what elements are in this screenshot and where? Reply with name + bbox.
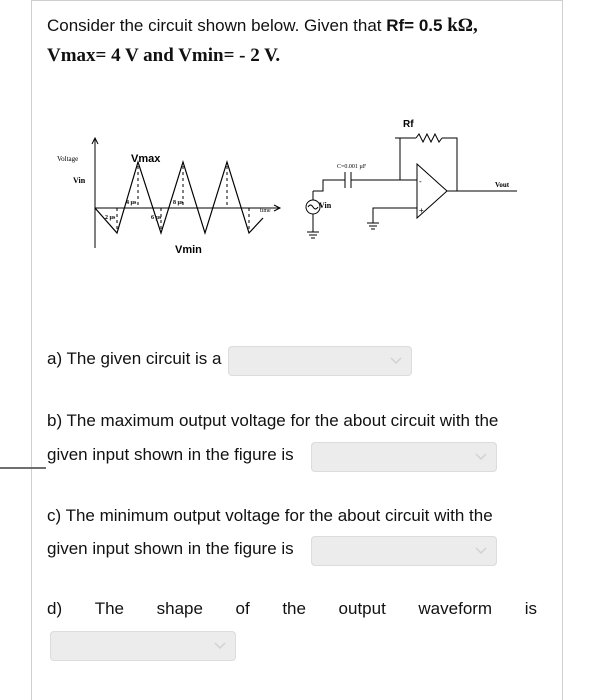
circuit-figure	[55, 108, 535, 258]
part-b-dropdown[interactable]	[311, 442, 497, 472]
part-d-word: shape	[156, 599, 203, 618]
vmax-label: Vmax	[131, 153, 161, 165]
vmin-label: Vmin	[175, 244, 202, 256]
question-line-1	[47, 16, 478, 36]
rf-unit: kΩ,	[447, 15, 478, 36]
t6-label: 6 µs	[151, 215, 162, 221]
part-b-text-1: b) The maximum output voltage for the about circuit with the	[47, 411, 499, 430]
vout-label: Vout	[495, 181, 510, 189]
chevron-down-icon	[205, 632, 235, 660]
part-d-word: the	[282, 599, 306, 618]
margin-marker	[0, 467, 46, 469]
part-d-word: output	[338, 599, 386, 618]
t2-label: 2 µs	[105, 215, 116, 221]
chevron-down-icon	[381, 347, 411, 375]
part-b-text-2: given input shown in the figure is	[47, 445, 294, 464]
ac-source-wave	[308, 205, 318, 209]
part-a-dropdown[interactable]	[228, 346, 412, 376]
part-d-word: The	[94, 599, 125, 618]
part-d-word: d)	[47, 599, 63, 618]
source-label: Vin	[319, 201, 332, 210]
cap-to-inverting	[351, 170, 400, 180]
part-c-dropdown[interactable]	[311, 536, 497, 566]
part-d-text	[47, 599, 537, 619]
feedback-right	[442, 138, 457, 191]
part-d-word: waveform	[418, 599, 493, 618]
rf-label: Rf	[403, 119, 414, 130]
t8-label: 8 µs	[173, 200, 184, 206]
right-border	[562, 0, 563, 700]
plus-sign: +	[419, 206, 424, 215]
chevron-down-icon	[466, 537, 496, 565]
part-d-dropdown[interactable]	[50, 631, 236, 661]
left-border	[31, 0, 32, 700]
voltage-label: Voltage	[57, 155, 79, 163]
feedback-left	[395, 138, 416, 170]
vin-axis-label: Vin	[73, 176, 86, 185]
part-c-text-1: c) The minimum output voltage for the about circuit with the	[47, 506, 493, 525]
feedback-resistor	[416, 134, 442, 142]
part-d-word: of	[235, 599, 250, 618]
question-line-2: Vmax= 4 V and Vmin= - 2 V.	[47, 45, 281, 66]
rf-value: Rf= 0.5	[386, 16, 448, 35]
part-d-word: is	[524, 599, 537, 618]
top-border	[31, 0, 563, 1]
question-intro: Consider the circuit shown below. Given that	[47, 16, 387, 35]
input-triangle-wave	[95, 162, 263, 233]
time-label: time	[260, 208, 271, 214]
capacitor-label: C=0.001 µF	[337, 164, 367, 170]
part-c-text-2: given input shown in the figure is	[47, 539, 294, 558]
part-a-text: a) The given circuit is a	[47, 349, 222, 368]
input-wire	[313, 180, 345, 191]
minus-sign: -	[419, 177, 422, 186]
chevron-down-icon	[466, 443, 496, 471]
t4-label: 4 µs	[126, 200, 137, 206]
noninverting-lead	[373, 208, 417, 223]
